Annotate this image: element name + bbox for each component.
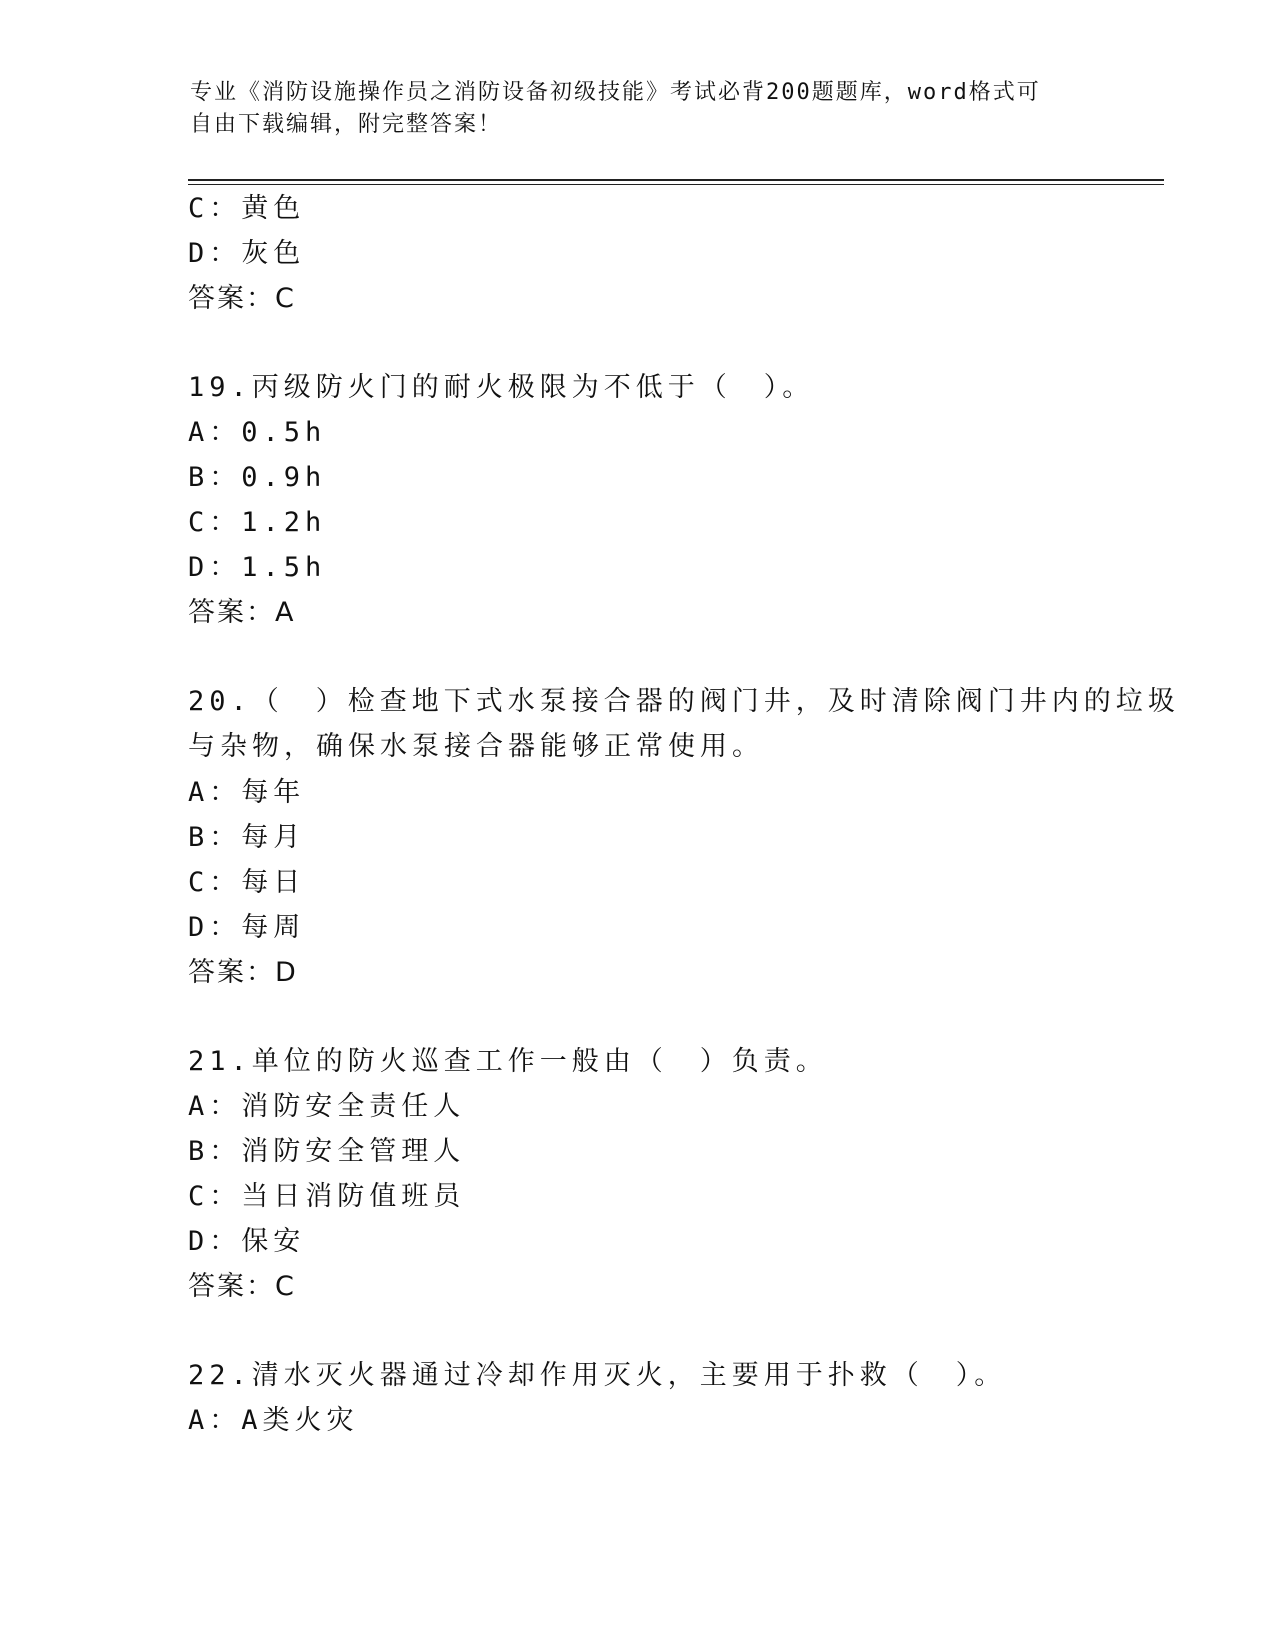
q19-option-b: B：0.9h bbox=[188, 462, 327, 493]
q22-option-a: A：A类火灾 bbox=[188, 1405, 359, 1436]
q19-question: 19.丙级防火门的耐火极限为不低于（ ）。 bbox=[188, 372, 815, 403]
q20-option-a: A：每年 bbox=[188, 777, 306, 808]
q20-option-c: C：每日 bbox=[188, 867, 306, 898]
q19-option-c: C：1.2h bbox=[188, 507, 327, 538]
q21-option-b: B：消防安全管理人 bbox=[188, 1136, 466, 1167]
q22-question: 22.清水灭火器通过冷却作用灭火，主要用于扑救（ ）。 bbox=[188, 1360, 1007, 1391]
q19-option-d: D：1.5h bbox=[188, 552, 327, 583]
q19-option-a: A：0.5h bbox=[188, 417, 327, 448]
header-divider-top bbox=[188, 179, 1164, 181]
q20-question-line-2: 与杂物，确保水泵接合器能够正常使用。 bbox=[188, 731, 764, 762]
q20-option-b: B：每月 bbox=[188, 822, 306, 853]
q21-answer: 答案：C bbox=[188, 1271, 296, 1302]
q20-answer: 答案：D bbox=[188, 957, 298, 988]
q19-answer: 答案：A bbox=[188, 597, 296, 628]
q18-answer: 答案：C bbox=[188, 283, 296, 314]
q20-question-line-1: 20.（ ）检查地下式水泵接合器的阀门井，及时清除阀门井内的垃圾 bbox=[188, 686, 1180, 717]
q20-option-d: D：每周 bbox=[188, 912, 306, 943]
q21-option-d: D：保安 bbox=[188, 1226, 306, 1257]
q18-option-c: C：黄色 bbox=[188, 193, 306, 224]
header-divider-bottom bbox=[188, 184, 1164, 185]
q21-option-c: C：当日消防值班员 bbox=[188, 1181, 466, 1212]
q21-question: 21.单位的防火巡查工作一般由（ ）负责。 bbox=[188, 1046, 828, 1077]
q18-option-d: D：灰色 bbox=[188, 238, 306, 269]
q21-option-a: A：消防安全责任人 bbox=[188, 1091, 466, 1122]
document-header-line-1: 专业《消防设施操作员之消防设备初级技能》考试必背200题题库，word格式可 bbox=[190, 80, 1041, 105]
document-header-line-2: 自由下载编辑，附完整答案！ bbox=[190, 112, 503, 137]
